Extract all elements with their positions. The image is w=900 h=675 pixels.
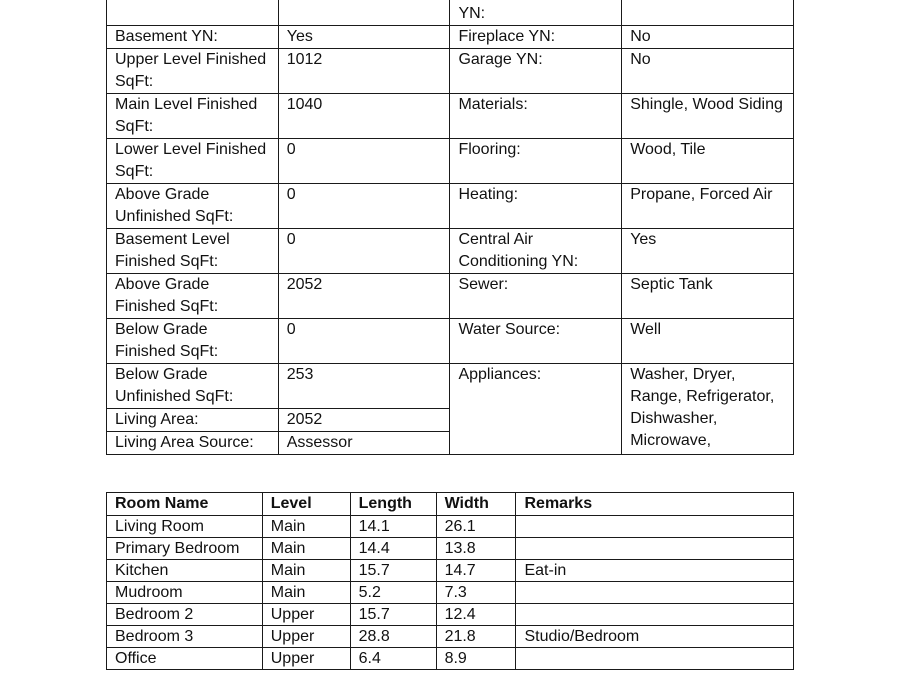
- cell-label: Central Air Conditioning YN:: [450, 229, 622, 274]
- table-row: [107, 94, 794, 139]
- table-row: [107, 229, 794, 274]
- table-row: [107, 319, 794, 364]
- column-header: Length: [350, 493, 436, 516]
- cell-label: Upper Level Finished SqFt:: [107, 49, 279, 94]
- cell-label: Water Source:: [450, 319, 622, 364]
- table-row: [107, 582, 794, 604]
- table-row: [107, 274, 794, 319]
- cell-label: Below Grade Unfinished SqFt:: [107, 364, 279, 409]
- room-remarks-cell: [516, 582, 794, 604]
- cell-label: Above Grade Finished SqFt:: [107, 274, 279, 319]
- cell-value: [278, 0, 450, 26]
- room-width-cell: 8.9: [436, 648, 516, 670]
- cell-value: Wood, Tile: [622, 139, 794, 184]
- cell-label: [450, 0, 622, 26]
- table-row: [107, 364, 794, 409]
- room-name-cell: Office: [107, 648, 263, 670]
- room-level-cell: Main: [262, 560, 350, 582]
- room-remarks-cell: Eat-in: [516, 560, 794, 582]
- table-header-row: [107, 493, 794, 516]
- table-row: [107, 604, 794, 626]
- cell-label: Living Area Source:: [107, 432, 279, 455]
- room-level-cell: Main: [262, 538, 350, 560]
- table-row: [107, 626, 794, 648]
- room-length-cell: 15.7: [350, 560, 436, 582]
- cell-value: 0: [278, 229, 450, 274]
- room-width-cell: 14.7: [436, 560, 516, 582]
- cell-value: No: [622, 26, 794, 49]
- cell-value: 0: [278, 139, 450, 184]
- cell-value: Shingle, Wood Siding: [622, 94, 794, 139]
- cell-label: Appliances:: [450, 364, 622, 455]
- cell-label-text: YN:: [458, 5, 486, 22]
- table-row: [107, 560, 794, 582]
- table-row: [107, 139, 794, 184]
- room-length-cell: 15.7: [350, 604, 436, 626]
- room-width-cell: 26.1: [436, 516, 516, 538]
- cell-value: Yes: [622, 229, 794, 274]
- cell-label: Above Grade Unfinished SqFt:: [107, 184, 279, 229]
- cell-value: Well: [622, 319, 794, 364]
- cell-value: 2052: [278, 274, 450, 319]
- room-level-cell: Main: [262, 516, 350, 538]
- table-row: [107, 184, 794, 229]
- room-name-cell: Mudroom: [107, 582, 263, 604]
- cell-value: 1040: [278, 94, 450, 139]
- room-width-cell: 13.8: [436, 538, 516, 560]
- room-name-cell: Living Room: [107, 516, 263, 538]
- room-width-cell: 21.8: [436, 626, 516, 648]
- room-level-cell: Upper: [262, 648, 350, 670]
- cell-label: Living Area:: [107, 409, 279, 432]
- cell-label: [107, 0, 279, 26]
- room-remarks-cell: [516, 604, 794, 626]
- rooms-table: [106, 492, 794, 670]
- room-width-cell: 12.4: [436, 604, 516, 626]
- cell-value: Septic Tank: [622, 274, 794, 319]
- cell-label: Lower Level Finished SqFt:: [107, 139, 279, 184]
- cell-value: Assessor: [278, 432, 450, 455]
- cell-value: 0: [278, 184, 450, 229]
- room-name-cell: Kitchen: [107, 560, 263, 582]
- cell-value: 1012: [278, 49, 450, 94]
- room-level-cell: Upper: [262, 604, 350, 626]
- cell-value: No: [622, 49, 794, 94]
- room-level-cell: Main: [262, 582, 350, 604]
- property-features-table: [106, 0, 794, 455]
- room-length-cell: 28.8: [350, 626, 436, 648]
- column-header: Width: [436, 493, 516, 516]
- cell-label: Sewer:: [450, 274, 622, 319]
- cell-value: Propane, Forced Air: [622, 184, 794, 229]
- cell-value: Washer, Dryer, Range, Refrigerator, Dishwasher, Microwave,: [622, 364, 794, 455]
- room-length-cell: 6.4: [350, 648, 436, 670]
- room-remarks-cell: [516, 516, 794, 538]
- room-length-cell: 14.4: [350, 538, 436, 560]
- cell-label: Heating:: [450, 184, 622, 229]
- cell-value: 253: [278, 364, 450, 409]
- room-remarks-cell: Studio/Bedroom: [516, 626, 794, 648]
- table-row: [107, 516, 794, 538]
- cell-label: Flooring:: [450, 139, 622, 184]
- room-name-cell: Bedroom 2: [107, 604, 263, 626]
- column-header: Room Name: [107, 493, 263, 516]
- room-remarks-cell: [516, 538, 794, 560]
- room-length-cell: 14.1: [350, 516, 436, 538]
- cell-label: Main Level Finished SqFt:: [107, 94, 279, 139]
- table-row: [107, 538, 794, 560]
- cell-value: 0: [278, 319, 450, 364]
- table-row: [107, 26, 794, 49]
- table-row-partial: [107, 0, 794, 26]
- column-header: Remarks: [516, 493, 794, 516]
- table-row: [107, 648, 794, 670]
- cell-value: 2052: [278, 409, 450, 432]
- column-header: Level: [262, 493, 350, 516]
- room-remarks-cell: [516, 648, 794, 670]
- cell-label: Basement Level Finished SqFt:: [107, 229, 279, 274]
- room-width-cell: 7.3: [436, 582, 516, 604]
- room-name-cell: Primary Bedroom: [107, 538, 263, 560]
- cell-label: Garage YN:: [450, 49, 622, 94]
- room-name-cell: Bedroom 3: [107, 626, 263, 648]
- cell-label: Basement YN:: [107, 26, 279, 49]
- room-level-cell: Upper: [262, 626, 350, 648]
- room-length-cell: 5.2: [350, 582, 436, 604]
- cell-label: Fireplace YN:: [450, 26, 622, 49]
- cell-label: Below Grade Finished SqFt:: [107, 319, 279, 364]
- cell-value: [622, 0, 794, 26]
- cell-value: Yes: [278, 26, 450, 49]
- cell-label: Materials:: [450, 94, 622, 139]
- table-row: [107, 49, 794, 94]
